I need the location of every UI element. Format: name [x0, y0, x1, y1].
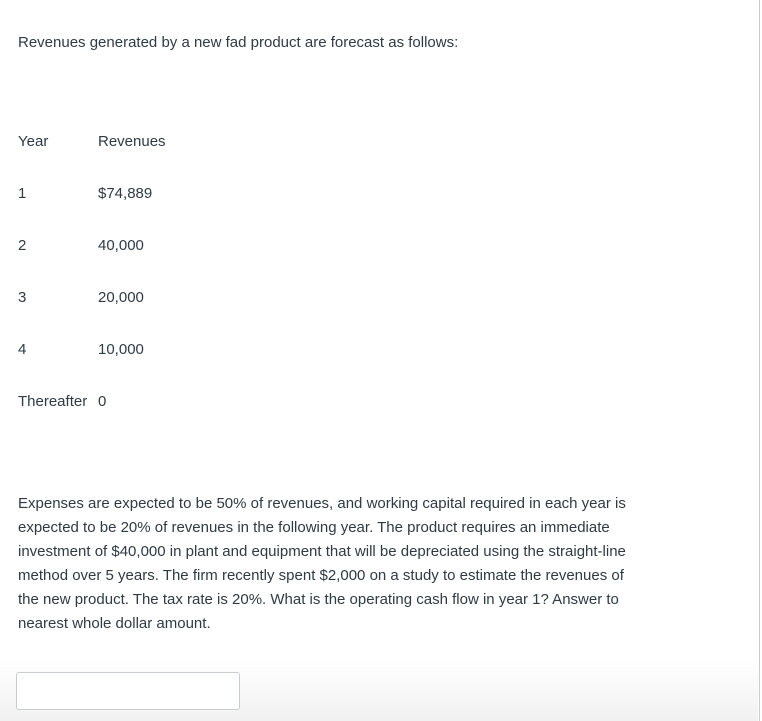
- answer-input[interactable]: [16, 672, 240, 710]
- header-revenues: Revenues: [98, 133, 166, 150]
- year-cell: Thereafter: [18, 393, 88, 410]
- table-row: [18, 392, 166, 444]
- header-year: Year: [18, 133, 49, 150]
- revenue-cell: 10,000: [98, 341, 144, 358]
- table-row: [18, 236, 166, 288]
- year-cell: 3: [18, 289, 27, 306]
- question-body: Expenses are expected to be 50% of revenues, and working capital required in each year is expected to be 20% of revenues in the following year. The product requires an immediate investment of $40,000 in plant and equipment that will be depreciated using the straight-line method over 5 years. The firm recently spent $2,000 on a study to estimate the revenues of the new product. The tax rate is 20%. What is the operating cash flow in year 1? Answer to nearest whole dollar amount.: [18, 495, 626, 632]
- question-intro: Revenues generated by a new fad product are forecast as follows:: [18, 34, 459, 51]
- revenue-cell: 0: [98, 393, 107, 410]
- table-header-row: [18, 132, 166, 184]
- table-row: [18, 288, 166, 340]
- year-cell: 1: [18, 185, 27, 202]
- revenue-table: [18, 132, 166, 444]
- revenue-cell: 40,000: [98, 237, 144, 254]
- revenue-cell: 20,000: [98, 289, 144, 306]
- table-row: [18, 340, 166, 392]
- year-cell: 2: [18, 237, 27, 254]
- revenue-cell: $74,889: [98, 185, 153, 202]
- year-cell: 4: [18, 341, 27, 358]
- table-row: [18, 184, 166, 236]
